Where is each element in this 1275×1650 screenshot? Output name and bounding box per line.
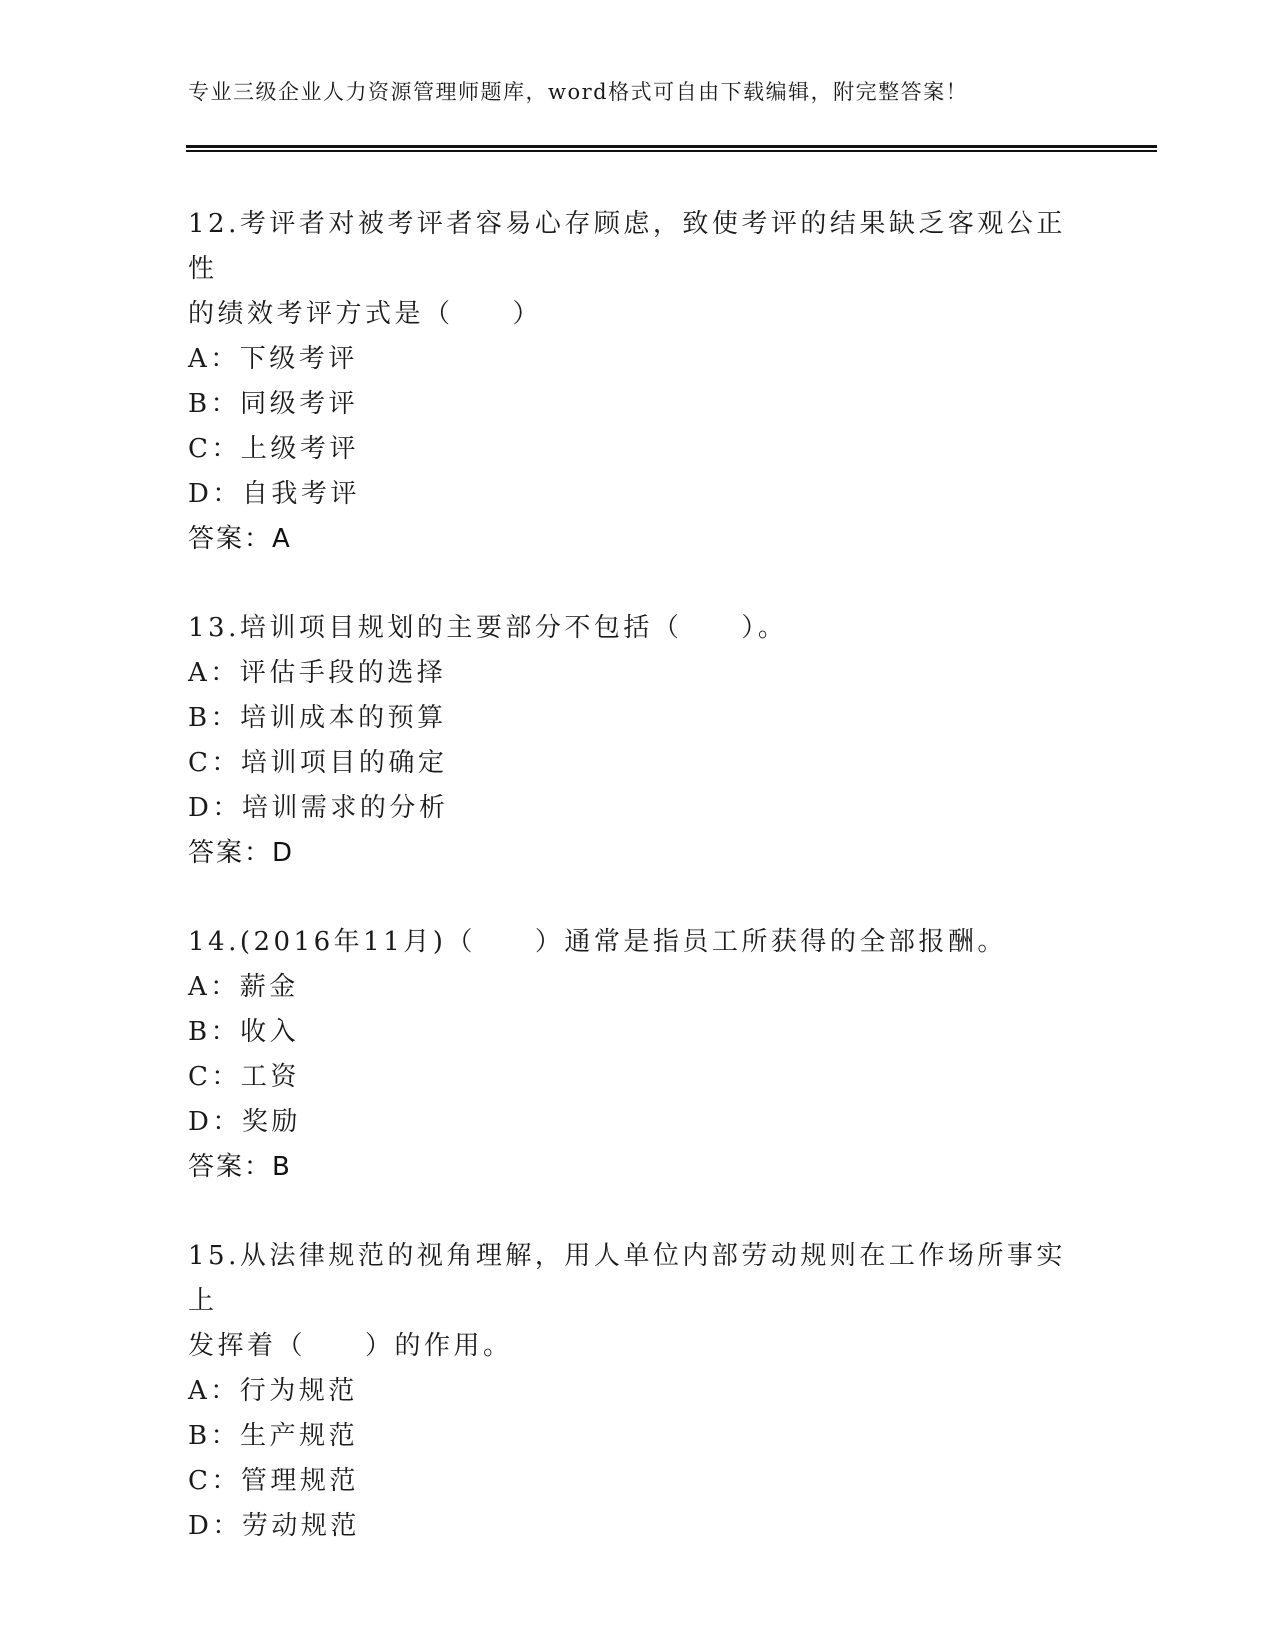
option-d: D：劳动规范 bbox=[188, 1511, 360, 1541]
option-d: D：奖励 bbox=[188, 1107, 301, 1137]
question-stem: 12.考评者对被考评者容易心存顾虑，致使考评的结果缺乏客观公正性 bbox=[188, 209, 1066, 284]
option-c: C：管理规范 bbox=[188, 1466, 359, 1496]
option-b: B：同级考评 bbox=[188, 389, 359, 419]
header-divider-thick-line bbox=[186, 145, 1157, 148]
question-spacer bbox=[188, 562, 1088, 606]
option-b: B：生产规范 bbox=[188, 1421, 359, 1451]
option-c: C：培训项目的确定 bbox=[188, 748, 448, 778]
answer: 答案：D bbox=[188, 838, 295, 868]
answer: 答案：A bbox=[188, 524, 292, 554]
option-a: A：薪金 bbox=[188, 972, 299, 1002]
question-stem: 15.从法律规范的视角理解，用人单位内部劳动规则在工作场所事实上 bbox=[188, 1241, 1066, 1316]
question-13 bbox=[188, 606, 1088, 876]
question-stem: 13.培训项目规划的主要部分不包括（ ）。 bbox=[188, 613, 788, 643]
option-b: B：收入 bbox=[188, 1017, 300, 1047]
option-a: A：下级考评 bbox=[188, 344, 358, 374]
question-stem-continued: 的绩效考评方式是（ ） bbox=[188, 299, 543, 329]
header-divider-thin-line bbox=[186, 150, 1157, 152]
question-list bbox=[188, 202, 1088, 1549]
option-a: A：行为规范 bbox=[188, 1376, 358, 1406]
question-stem: 14.(2016年11月)（ ）通常是指员工所获得的全部报酬。 bbox=[188, 927, 1007, 957]
answer: 答案：B bbox=[188, 1152, 292, 1182]
option-c: C：工资 bbox=[188, 1062, 300, 1092]
question-stem-continued: 发挥着（ ）的作用。 bbox=[188, 1331, 513, 1361]
option-a: A：评估手段的选择 bbox=[188, 658, 447, 688]
option-d: D：自我考评 bbox=[188, 479, 360, 509]
question-14 bbox=[188, 920, 1088, 1190]
page-header-title: 专业三级企业人力资源管理师题库，word格式可自由下载编辑，附完整答案！ bbox=[188, 80, 969, 104]
option-b: B：培训成本的预算 bbox=[188, 703, 447, 733]
option-d: D：培训需求的分析 bbox=[188, 793, 449, 823]
option-c: C：上级考评 bbox=[188, 434, 359, 464]
question-15 bbox=[188, 1234, 1088, 1549]
question-spacer bbox=[188, 876, 1088, 920]
question-spacer bbox=[188, 1190, 1088, 1234]
question-12 bbox=[188, 202, 1088, 562]
header-divider bbox=[186, 145, 1157, 152]
